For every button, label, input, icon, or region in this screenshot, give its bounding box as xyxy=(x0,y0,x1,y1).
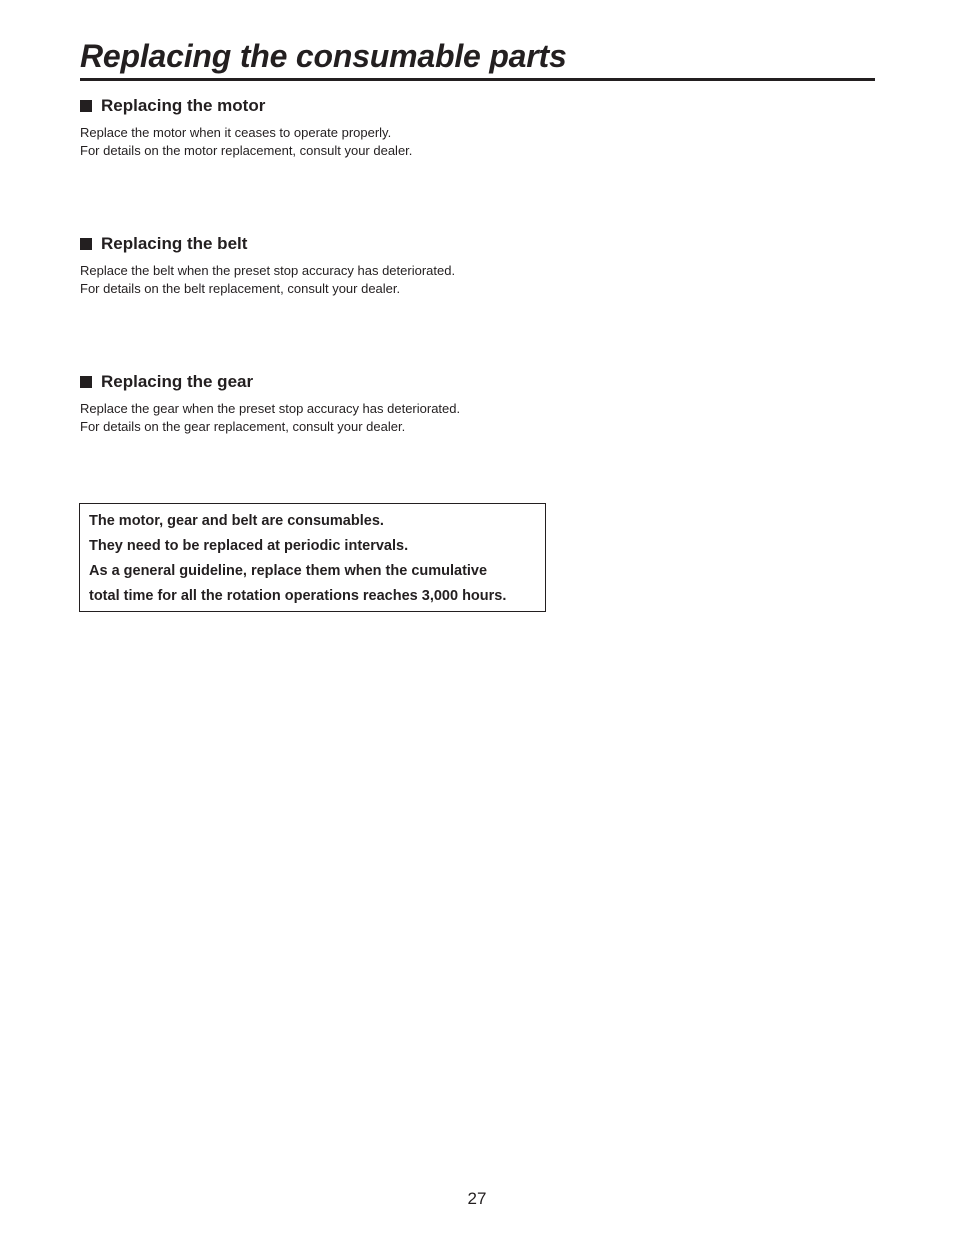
black-square-icon xyxy=(80,100,92,112)
note-line: The motor, gear and belt are consumables. xyxy=(89,513,384,529)
section-body xyxy=(80,400,780,435)
section-gear xyxy=(80,370,780,435)
note-line: They need to be replaced at periodic intervals. xyxy=(89,538,409,554)
section-heading-text: Replacing the gear xyxy=(101,372,254,391)
body-line: For details on the motor replacement, consult your dealer. xyxy=(80,142,413,158)
page-title: Replacing the consumable parts xyxy=(80,38,567,74)
section-heading-text: Replacing the motor xyxy=(101,96,266,115)
section-body xyxy=(80,262,780,297)
note-line: total time for all the rotation operations reaches 3,000 hours. xyxy=(89,588,507,604)
section-heading xyxy=(80,370,780,394)
section-motor xyxy=(80,94,780,159)
title-rule xyxy=(80,78,875,81)
section-body xyxy=(80,124,780,159)
page-number: 27 xyxy=(467,1189,487,1208)
body-line: For details on the belt replacement, consult your dealer. xyxy=(80,280,401,296)
body-line: Replace the belt when the preset stop accuracy has deteriorated. xyxy=(80,263,456,278)
section-heading xyxy=(80,94,780,118)
body-line: Replace the gear when the preset stop accuracy has deteriorated. xyxy=(80,401,461,416)
section-belt xyxy=(80,232,780,297)
body-line: Replace the motor when it ceases to operate properly. xyxy=(80,125,392,140)
section-heading-text: Replacing the belt xyxy=(101,234,248,253)
body-line: For details on the gear replacement, consult your dealer. xyxy=(80,418,406,434)
black-square-icon xyxy=(80,376,92,388)
section-heading xyxy=(80,232,780,256)
note-line: As a general guideline, replace them when the cumulative xyxy=(89,563,488,579)
consumables-note-box xyxy=(79,503,546,612)
black-square-icon xyxy=(80,238,92,250)
